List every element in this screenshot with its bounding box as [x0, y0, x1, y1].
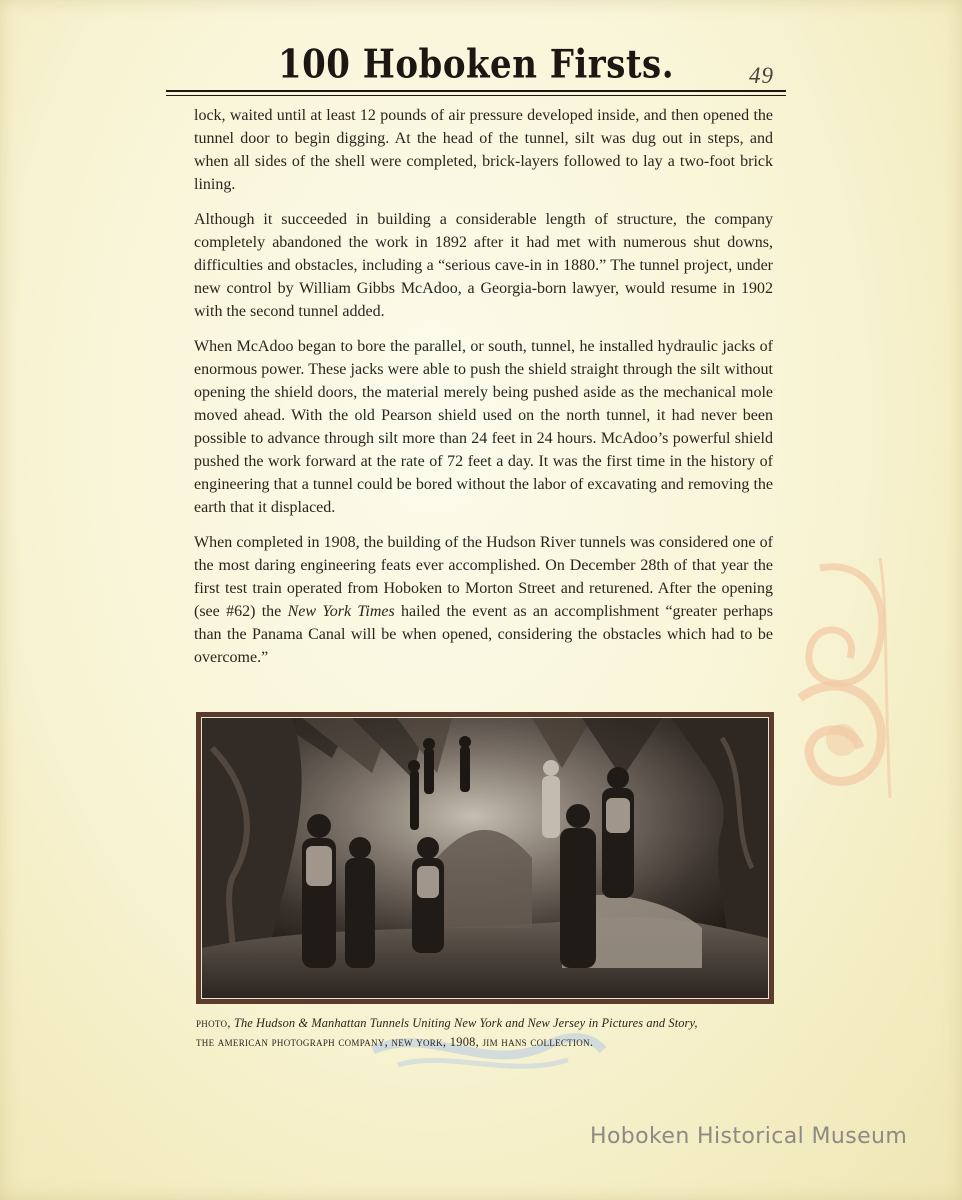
- newspaper-name: New York Times: [287, 603, 395, 620]
- paragraph: When McAdoo began to bore the parallel, or south, tunnel, he installed hydraulic jacks of enormous power. These jacks were able to push the shield straight through the silt without opening the shield doors, the material merely being pushed aside as the mechanical mole moved ahead. With the old Pearson shield used on the north tunnel, it had never been possible to advance through silt more than 24 feet in 24 hours. McAdoo’s powerful shield pushed the work forward at the rate of 72 feet a day. It was the first time in the history of engineering that a tunnel could be bored without the labor of excavating and removing the earth that it displaced.: [194, 338, 773, 516]
- paragraph-final: [194, 531, 773, 669]
- paragraph: lock, waited until at least 12 pounds of air pressure developed inside, and then opened the tunnel door to begin digging. At the head of the tunnel, silt was dug out in steps, and when all sides of the shell were completed, brick-layers followed to lay a two-foot brick lining.: [194, 107, 773, 193]
- photo-frame: [196, 712, 774, 1004]
- paragraph-text: hailed the event as an accomplishment “greater perhaps than the Panama Canal will be when opened, considering the obstacles which had to be overcome.”: [194, 603, 774, 666]
- tunnel-photo: [201, 717, 769, 999]
- header-rule: [166, 90, 786, 92]
- ornament-watermark: [780, 548, 900, 808]
- caption-label: photo,: [196, 1016, 231, 1030]
- caption-credit: the american photograph company, new york, 1908, jim hans collection.: [196, 1035, 594, 1049]
- paragraph: Although it succeeded in building a considerable length of structure, the company completely abandoned the work in 1892 after it had met with numerous shut downs, difficulties and obstacles, including a “serious cave-in in 1880.” The tunnel project, under new control by William Gibbs McAdoo, a Georgia-born lawyer, would resume in 1902 with the second tunnel added.: [194, 211, 773, 320]
- running-header: [166, 38, 786, 100]
- page-number: 49: [749, 63, 774, 88]
- caption-title: The Hudson & Manhattan Tunnels Uniting New York and New Jersey in Pictures and Story,: [233, 1016, 698, 1030]
- photo-caption: [196, 1014, 776, 1052]
- paragraph-text: When completed in 1908, the building of the Hudson River tunnels was considered one of the most daring engineering feats ever accomplished. On December 28th of that year the first test train operated from Hoboken to Morton Street and returened. After the opening (see #62) the: [194, 534, 773, 620]
- tunnel-photo-illustration: [202, 718, 768, 998]
- museum-watermark: Hoboken Historical Museum: [590, 1124, 908, 1149]
- book-title: 100 Hoboken Firsts.: [277, 42, 675, 88]
- header-rule-thin: [166, 95, 786, 96]
- article-body: [194, 104, 773, 681]
